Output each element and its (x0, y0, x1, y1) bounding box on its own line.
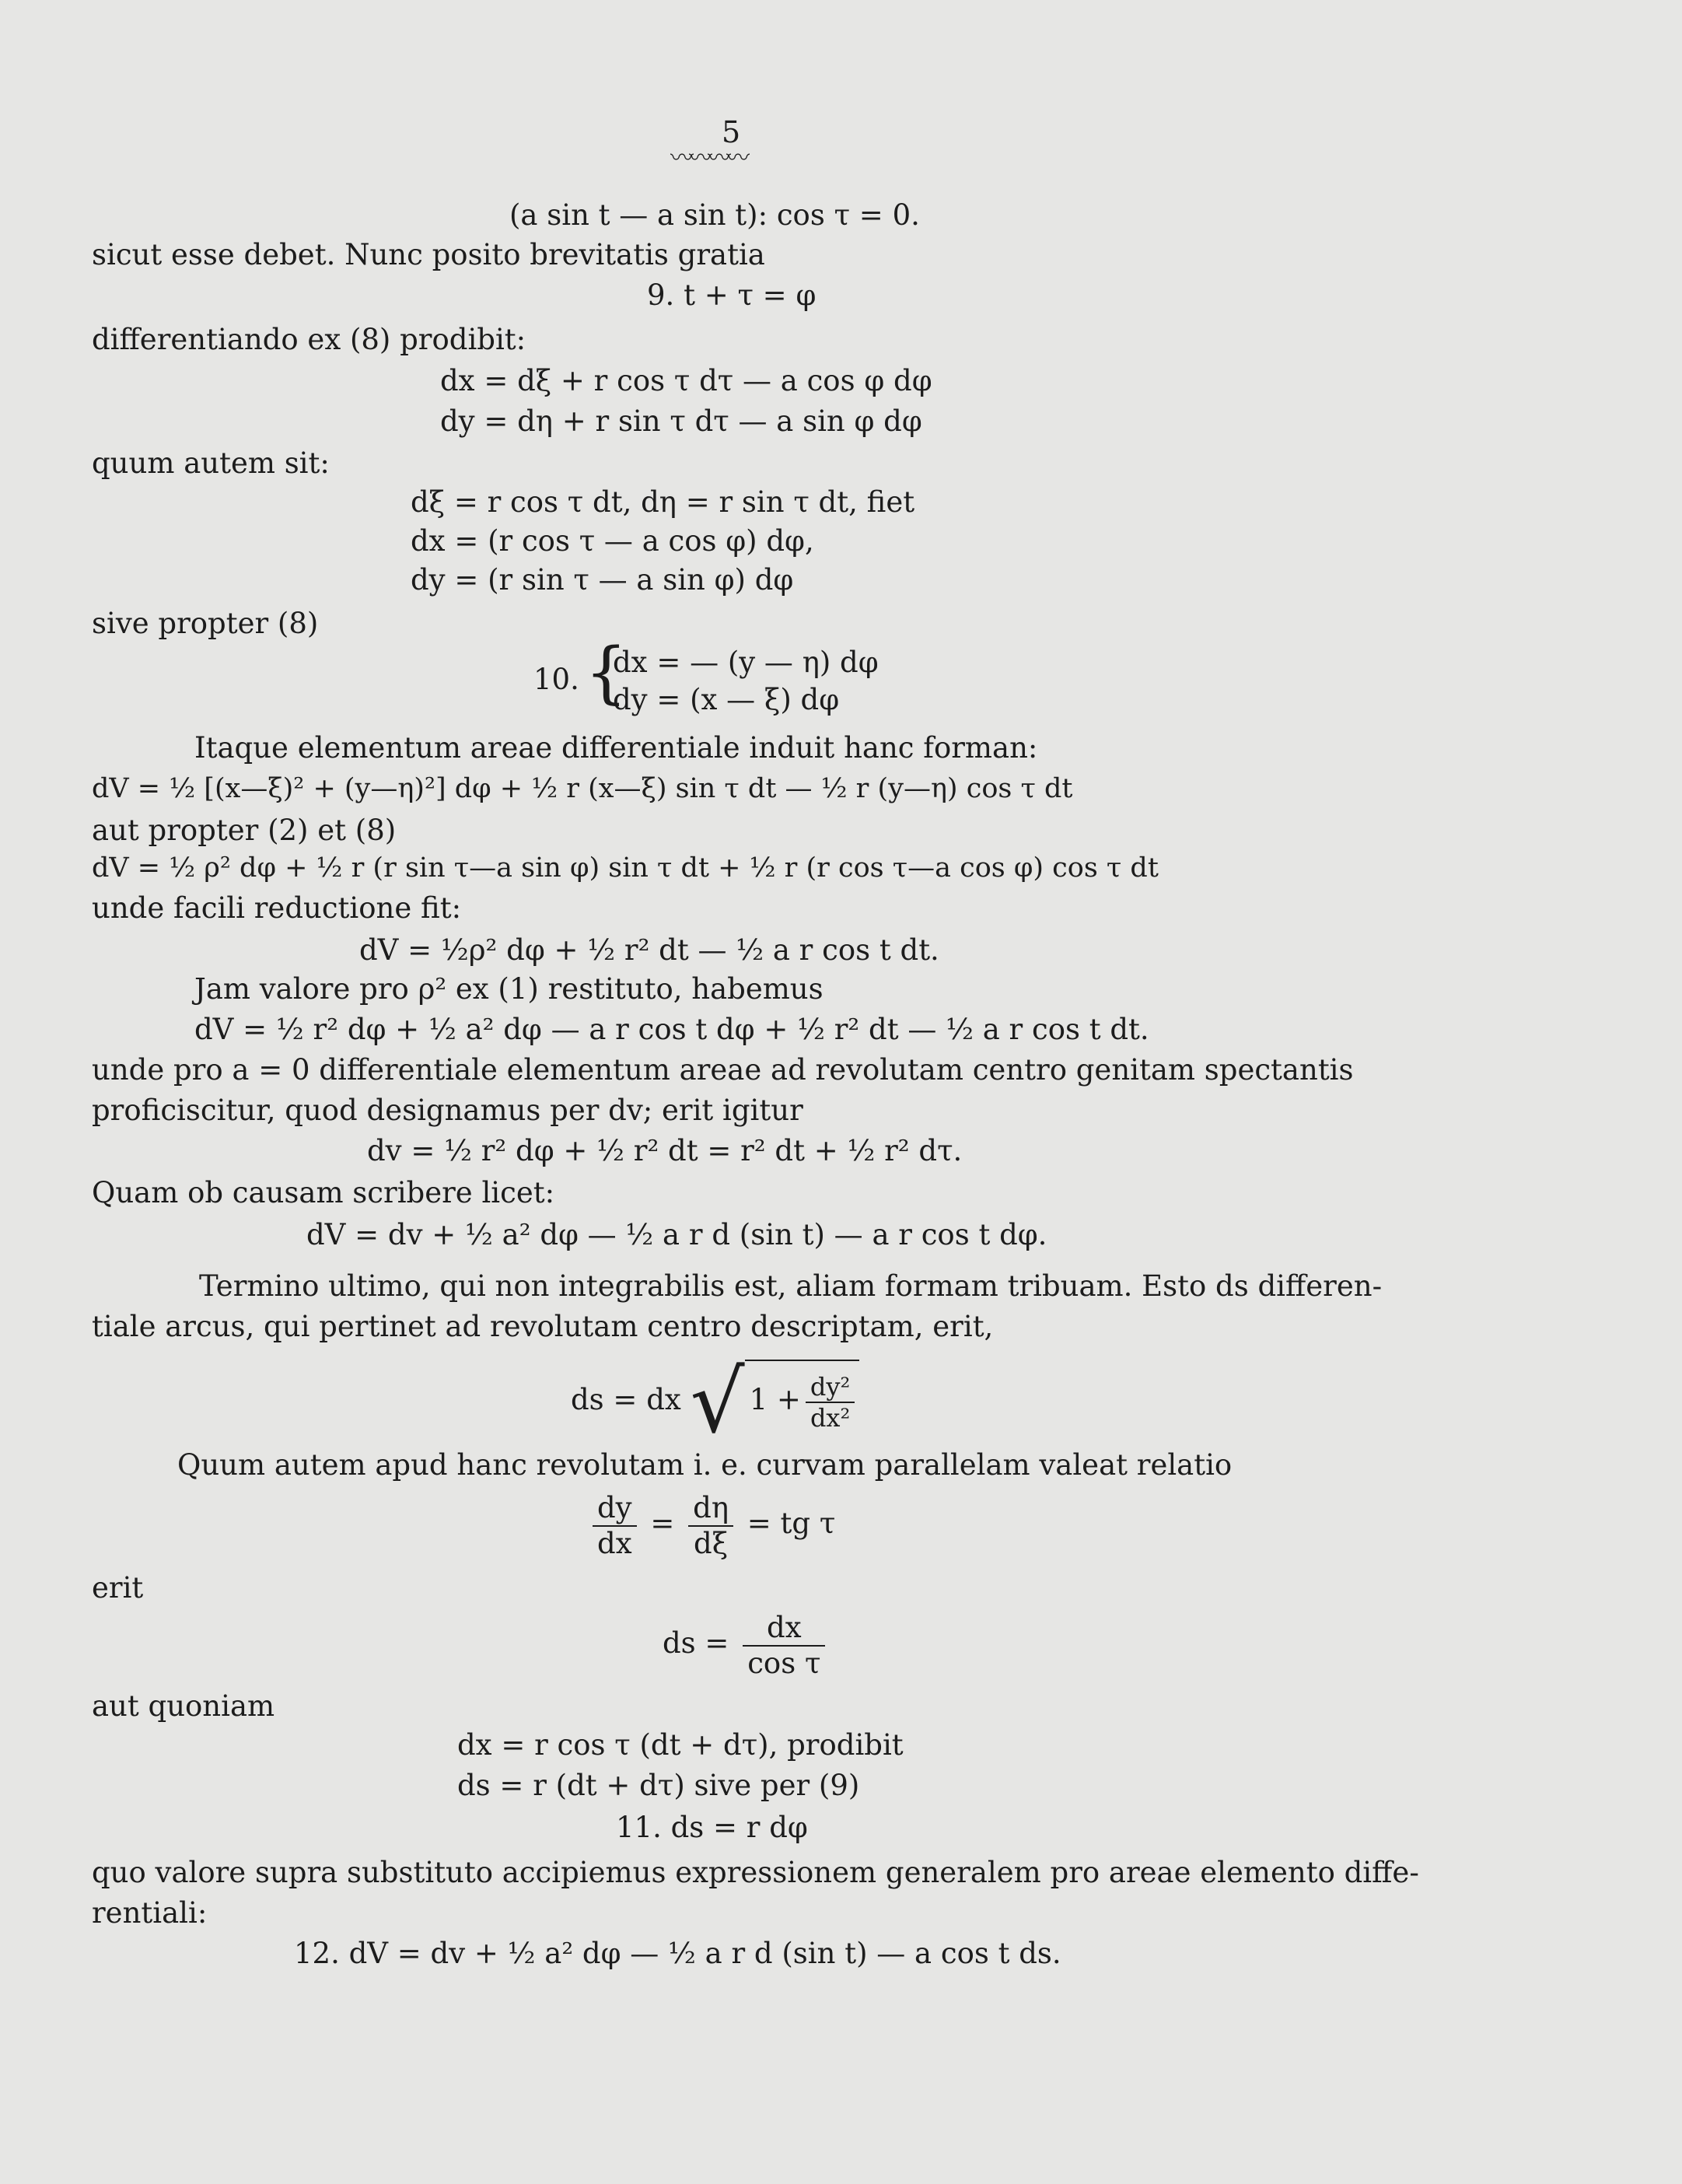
text-line: sicut esse debet. Nunc posito brevitatis gratia (92, 238, 765, 271)
ornament: 〰〰〰〰 (670, 145, 745, 172)
text-line: quo valore supra substituto accipiemus expressionem generalem pro areae elemento diffe- (92, 1856, 1419, 1889)
text-line: aut propter (2) et (8) (92, 814, 397, 847)
text-line: unde pro a = 0 differentiale elementum areae ad revolutam centro genitam spectantis (92, 1053, 1354, 1087)
text-line: tiale arcus, qui pertinet ad revolutam centro descriptam, erit, (92, 1310, 994, 1343)
equation: dy = dη + r sin τ dτ — a sin φ dφ (440, 404, 922, 438)
text-line: quum autem sit: (92, 446, 330, 480)
text-line: Itaque elementum areae differentiale induit hanc forman: (194, 731, 1038, 765)
text-line: Quum autem apud hanc revolutam i. e. curvam parallelam valeat relatio (177, 1448, 1233, 1482)
equation: dy = (x — ξ) dφ (613, 683, 840, 716)
radicand: 1 + $\frac{\text{dy²}}{\text{dx²}}$ (745, 1360, 860, 1439)
fraction: $\frac{dx}{\text{cos τ}}$ (743, 1611, 825, 1681)
equation: dy = (r sin τ — a sin φ) dφ (411, 563, 794, 597)
equation: dV = ½ ρ² dφ + ½ r (r sin τ—a sin φ) sin τ dt + ½ r (r cos τ—a cos φ) cos τ dt (92, 852, 1159, 884)
equation: ds = r (dt + dτ) sive per (9) (457, 1769, 860, 1802)
equation-lhs: ds = dx (571, 1383, 681, 1416)
equation: dV = ½ρ² dφ + ½ r² dt — ½ a r cos t dt. (359, 933, 939, 967)
sqrt-icon: √ (690, 1352, 745, 1452)
equation: dV = dv + ½ a² dφ — ½ a r d (sin t) — a r cos t dφ. (306, 1218, 1047, 1251)
text-line: erit (92, 1571, 144, 1605)
equation-sqrt (571, 1352, 859, 1452)
fraction: $\frac{\text{dy²}}{\text{dx²}}$ (806, 1372, 855, 1433)
text-line: Quam ob causam scribere licet: (92, 1176, 555, 1209)
equation: dx = — (y — η) dφ (613, 646, 879, 679)
equation: dV = ½ [(x—ξ)² + (y—η)²] dφ + ½ r (x—ξ) sin τ dt — ½ r (y—η) cos τ dt (92, 773, 1073, 804)
equation-fractions: $\frac{dy}{dx}$ = $\frac{d\eta}{d\xi}$ = tg τ (588, 1489, 835, 1561)
equation: dx = (r cos τ — a cos φ) dφ, (411, 524, 814, 558)
equation: dV = ½ r² dφ + ½ a² dφ — a r cos t dφ + ½ r² dt — ½ a r cos t dt. (194, 1013, 1149, 1046)
equation: dx = r cos τ (dt + dτ), prodibit (457, 1728, 904, 1762)
page-number: 5 (722, 115, 741, 149)
text-line: aut quoniam (92, 1689, 275, 1723)
text-line: Jam valore pro ρ² ex (1) restituto, habemus (194, 972, 824, 1006)
brace-icon: { (585, 634, 628, 712)
equation-number: 10. (533, 663, 579, 696)
text-line: differentiando ex (8) prodibit: (92, 323, 526, 356)
fraction: $\frac{d\eta}{d\xi}$ (688, 1491, 733, 1561)
equation: dξ = r cos τ dt, dη = r sin τ dt, fiet (411, 485, 915, 519)
text-line: unde facili reductione fit: (92, 891, 462, 925)
equation: dx = dξ + r cos τ dτ — a cos φ dφ (440, 364, 932, 397)
equation: dv = ½ r² dφ + ½ r² dt = r² dt + ½ r² dτ. (367, 1134, 963, 1167)
text-line: proficiscitur, quod designamus per dv; erit igitur (92, 1094, 803, 1127)
fraction: $\frac{dy}{dx}$ (593, 1491, 637, 1561)
text-line: sive propter (8) (92, 607, 319, 640)
equation-11: 11. ds = r dφ (616, 1811, 808, 1844)
equation-12: 12. dV = dv + ½ a² dφ — ½ a r d (sin t) — a cos t ds. (294, 1937, 1061, 1970)
equation-fraction: ds = $\frac{dx}{\text{cos τ}}$ (663, 1608, 830, 1681)
text-line: rentiali: (92, 1896, 208, 1930)
equation-9: 9. t + τ = φ (647, 278, 817, 312)
equation: (a sin t — a sin t): cos τ = 0. (509, 198, 920, 232)
text-line: Termino ultimo, qui non integrabilis est, aliam formam tribuam. Esto ds differen- (199, 1269, 1383, 1303)
